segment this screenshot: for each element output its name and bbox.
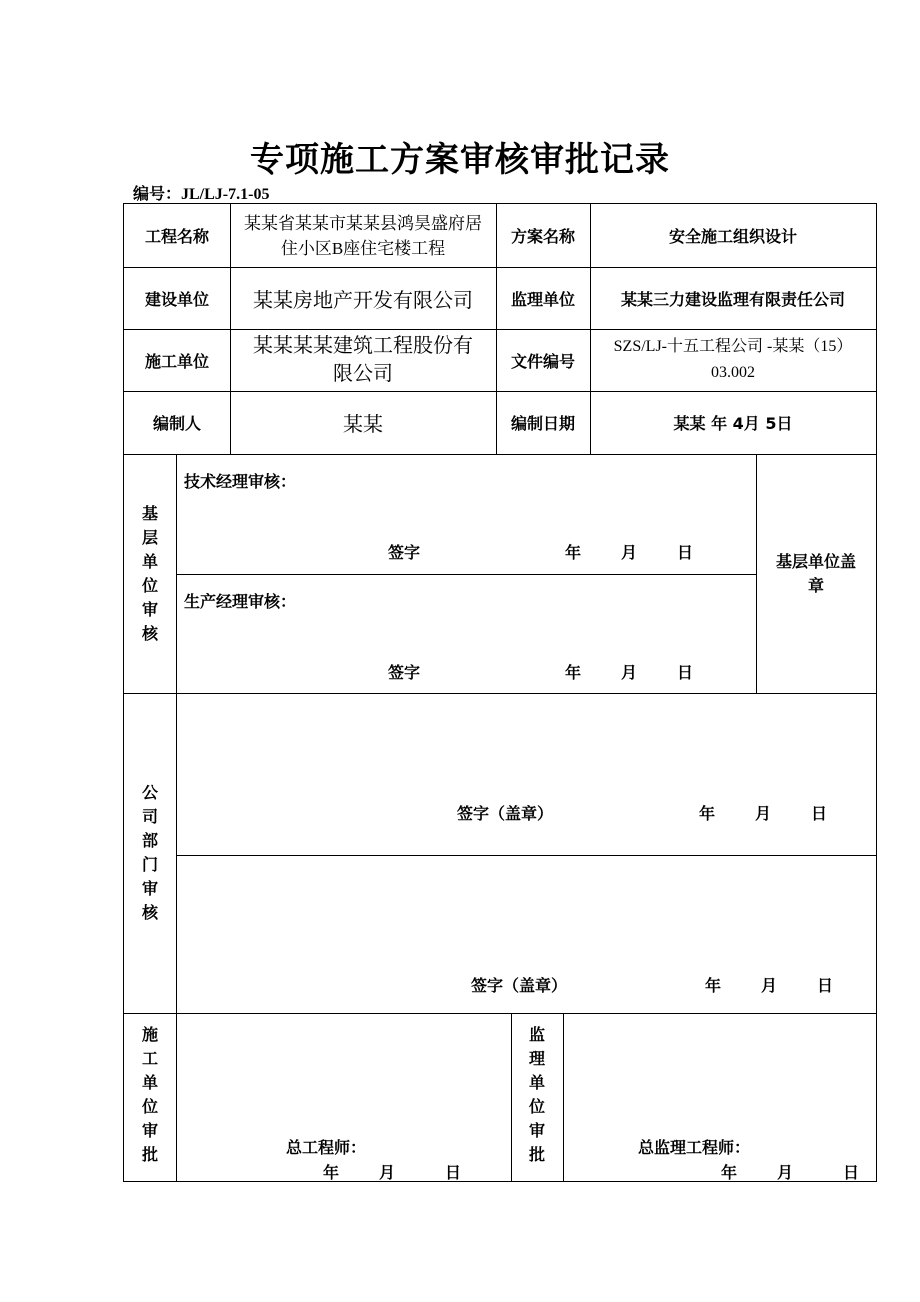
production-manager-review-label: 生产经理审核：: [184, 592, 297, 611]
author-value: 某某: [343, 414, 383, 436]
author-label: 编制人: [152, 414, 201, 433]
scheme-name-value: 安全施工组织设计: [668, 227, 797, 246]
year-label: 年: [565, 543, 582, 562]
year-label: 年: [721, 1163, 738, 1182]
contractor-label: 施工单位: [144, 351, 209, 371]
date-value: 某某 年 4月 5日: [673, 414, 793, 433]
year-label: 年: [699, 804, 716, 823]
builder-label: 建设单位: [144, 289, 209, 309]
base-unit-stamp-label: 基层单位盖章: [776, 551, 857, 595]
sign-label: 签字: [388, 543, 421, 562]
year-label: 年: [323, 1163, 340, 1182]
col-divider: [563, 1013, 564, 1181]
month-label: 月: [777, 1163, 794, 1182]
scheme-name-label: 方案名称: [510, 227, 575, 246]
project-name-value: 某某省某某市某某县鸿昊盛府居住小区B座住宅楼工程: [244, 213, 482, 258]
month-label: 月: [621, 663, 638, 682]
supervisor-label: 监理单位: [510, 289, 575, 309]
day-label: 日: [677, 543, 694, 562]
col-divider: [176, 454, 177, 1181]
day-label: 日: [843, 1163, 860, 1182]
chief-engineer-label: 总工程师：: [286, 1138, 367, 1157]
supervisor-approval-label: 监理单位审批: [528, 1025, 545, 1164]
day-label: 日: [817, 976, 834, 995]
contractor-approval-label: 施工单位审批: [141, 1025, 158, 1164]
month-label: 月: [755, 804, 772, 823]
document-number: 编号：JL/LJ-7.1-05: [133, 186, 270, 203]
month-label: 月: [761, 976, 778, 995]
date-label: 编制日期: [510, 414, 575, 433]
page-title: 专项施工方案审核审批记录: [250, 140, 670, 180]
row-divider: [124, 693, 876, 694]
tech-manager-review-label: 技术经理审核：: [184, 472, 297, 491]
row-divider: [176, 855, 876, 856]
month-label: 月: [621, 543, 638, 562]
sign-stamp-label: 签字（盖章）: [457, 804, 554, 823]
month-label: 月: [379, 1163, 396, 1182]
file-no-label: 文件编号: [510, 351, 575, 371]
chief-supervisor-label: 总监理工程师：: [638, 1138, 751, 1157]
day-label: 日: [677, 663, 694, 682]
file-no-value: SZS/LJ-十五工程公司 -某某（15）03.002: [613, 338, 853, 381]
year-label: 年: [705, 976, 722, 995]
sign-label: 签字: [388, 663, 421, 682]
base-review-label: 基层单位审核: [141, 503, 158, 643]
project-name-label: 工程名称: [144, 227, 209, 246]
builder-value: 某某房地产开发有限公司: [253, 289, 473, 312]
day-label: 日: [445, 1163, 462, 1182]
row-divider: [124, 1013, 876, 1014]
sign-stamp-label: 签字（盖章）: [471, 976, 568, 995]
row-divider: [176, 574, 756, 575]
contractor-value: 某某某某建筑工程股份有限公司: [253, 335, 473, 385]
year-label: 年: [565, 663, 582, 682]
day-label: 日: [811, 804, 828, 823]
supervisor-value: 某某三力建设监理有限责任公司: [620, 289, 845, 309]
record-table: [123, 203, 877, 1182]
dept-review-label: 公司部门审核: [141, 783, 158, 922]
